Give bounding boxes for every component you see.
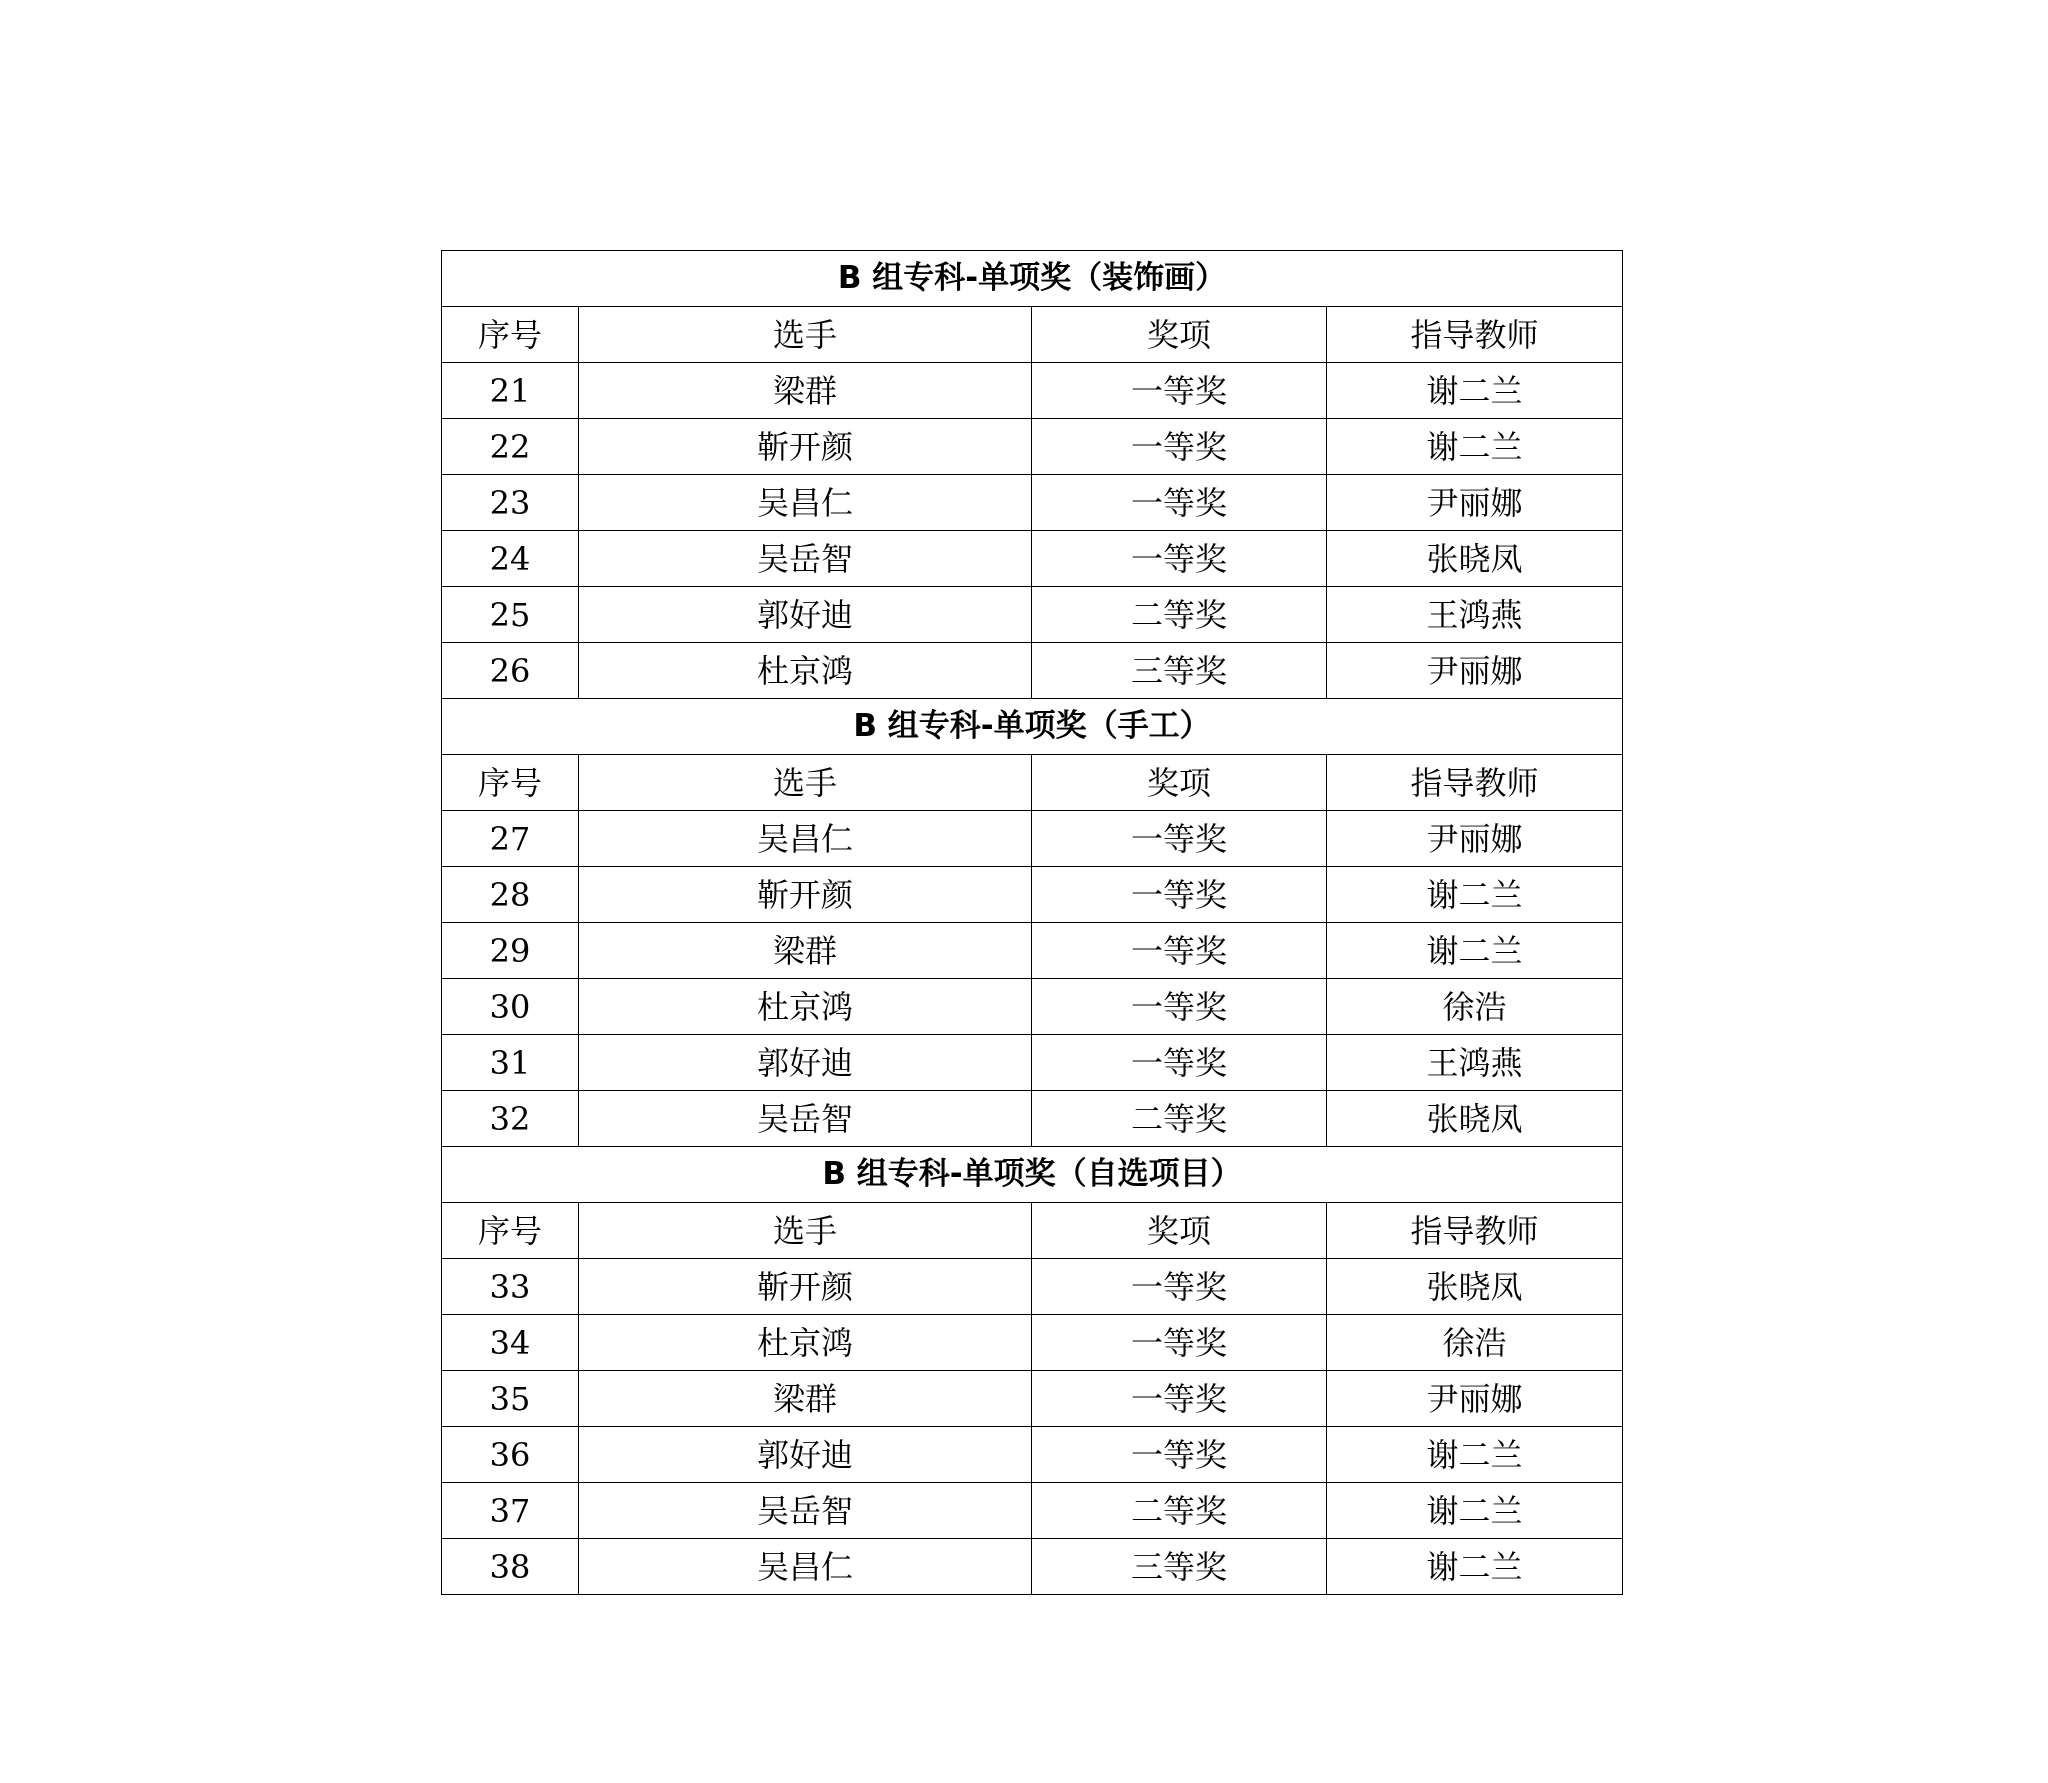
cell-player: 靳开颜 — [579, 419, 1032, 475]
cell-no: 33 — [442, 1259, 579, 1315]
section-title: B 组专科-单项奖（装饰画） — [442, 251, 1623, 307]
cell-no: 28 — [442, 867, 579, 923]
cell-player: 梁群 — [579, 363, 1032, 419]
column-header-row — [442, 307, 1623, 363]
table-row — [442, 1483, 1623, 1539]
cell-award: 一等奖 — [1032, 475, 1327, 531]
header-award: 奖项 — [1032, 755, 1327, 811]
header-teacher: 指导教师 — [1327, 307, 1623, 363]
header-player: 选手 — [579, 755, 1032, 811]
cell-award: 一等奖 — [1032, 1427, 1327, 1483]
header-player: 选手 — [579, 307, 1032, 363]
table-row — [442, 1035, 1623, 1091]
section-title-row — [442, 251, 1623, 307]
cell-no: 32 — [442, 1091, 579, 1147]
header-teacher: 指导教师 — [1327, 755, 1623, 811]
cell-no: 22 — [442, 419, 579, 475]
cell-award: 三等奖 — [1032, 643, 1327, 699]
cell-teacher: 张晓凤 — [1327, 1091, 1623, 1147]
cell-no: 34 — [442, 1315, 579, 1371]
cell-no: 38 — [442, 1539, 579, 1595]
header-no: 序号 — [442, 307, 579, 363]
cell-teacher: 尹丽娜 — [1327, 643, 1623, 699]
cell-teacher: 谢二兰 — [1327, 1539, 1623, 1595]
cell-no: 31 — [442, 1035, 579, 1091]
table-row — [442, 1539, 1623, 1595]
cell-award: 一等奖 — [1032, 867, 1327, 923]
cell-teacher: 谢二兰 — [1327, 1483, 1623, 1539]
cell-player: 吴岳智 — [579, 1483, 1032, 1539]
table-row — [442, 923, 1623, 979]
table-row — [442, 531, 1623, 587]
section-title-row — [442, 699, 1623, 755]
cell-award: 一等奖 — [1032, 923, 1327, 979]
cell-player: 郭好迪 — [579, 1035, 1032, 1091]
cell-award: 一等奖 — [1032, 811, 1327, 867]
cell-award: 三等奖 — [1032, 1539, 1327, 1595]
cell-award: 一等奖 — [1032, 979, 1327, 1035]
cell-teacher: 尹丽娜 — [1327, 811, 1623, 867]
column-header-row — [442, 755, 1623, 811]
cell-player: 吴岳智 — [579, 1091, 1032, 1147]
cell-player: 郭好迪 — [579, 1427, 1032, 1483]
cell-teacher: 谢二兰 — [1327, 867, 1623, 923]
cell-award: 二等奖 — [1032, 587, 1327, 643]
cell-teacher: 谢二兰 — [1327, 363, 1623, 419]
cell-award: 一等奖 — [1032, 1371, 1327, 1427]
table-row — [442, 419, 1623, 475]
cell-no: 29 — [442, 923, 579, 979]
table-row — [442, 587, 1623, 643]
cell-teacher: 张晓凤 — [1327, 531, 1623, 587]
cell-no: 27 — [442, 811, 579, 867]
table-row — [442, 867, 1623, 923]
table-row — [442, 1371, 1623, 1427]
section-title: B 组专科-单项奖（自选项目） — [442, 1147, 1623, 1203]
cell-player: 吴昌仁 — [579, 475, 1032, 531]
column-header-row — [442, 1203, 1623, 1259]
cell-teacher: 张晓凤 — [1327, 1259, 1623, 1315]
cell-award: 一等奖 — [1032, 1315, 1327, 1371]
cell-no: 35 — [442, 1371, 579, 1427]
cell-player: 梁群 — [579, 923, 1032, 979]
cell-no: 37 — [442, 1483, 579, 1539]
cell-no: 26 — [442, 643, 579, 699]
cell-teacher: 王鸿燕 — [1327, 587, 1623, 643]
cell-player: 靳开颜 — [579, 1259, 1032, 1315]
cell-player: 吴昌仁 — [579, 811, 1032, 867]
table-row — [442, 1315, 1623, 1371]
table-row — [442, 979, 1623, 1035]
section-title: B 组专科-单项奖（手工） — [442, 699, 1623, 755]
cell-award: 二等奖 — [1032, 1483, 1327, 1539]
cell-player: 杜京鸿 — [579, 979, 1032, 1035]
header-teacher: 指导教师 — [1327, 1203, 1623, 1259]
header-no: 序号 — [442, 755, 579, 811]
table-row — [442, 1427, 1623, 1483]
cell-award: 一等奖 — [1032, 1035, 1327, 1091]
cell-no: 24 — [442, 531, 579, 587]
cell-no: 21 — [442, 363, 579, 419]
cell-teacher: 尹丽娜 — [1327, 475, 1623, 531]
cell-teacher: 谢二兰 — [1327, 419, 1623, 475]
cell-no: 30 — [442, 979, 579, 1035]
awards-table — [441, 250, 1623, 1595]
cell-player: 杜京鸿 — [579, 643, 1032, 699]
header-award: 奖项 — [1032, 1203, 1327, 1259]
cell-player: 杜京鸿 — [579, 1315, 1032, 1371]
table-row — [442, 363, 1623, 419]
header-player: 选手 — [579, 1203, 1032, 1259]
cell-no: 36 — [442, 1427, 579, 1483]
cell-award: 一等奖 — [1032, 363, 1327, 419]
cell-no: 23 — [442, 475, 579, 531]
section-title-row — [442, 1147, 1623, 1203]
cell-player: 吴昌仁 — [579, 1539, 1032, 1595]
cell-teacher: 谢二兰 — [1327, 923, 1623, 979]
table-row — [442, 1091, 1623, 1147]
cell-award: 一等奖 — [1032, 531, 1327, 587]
cell-player: 吴岳智 — [579, 531, 1032, 587]
header-award: 奖项 — [1032, 307, 1327, 363]
table-row — [442, 811, 1623, 867]
cell-teacher: 徐浩 — [1327, 979, 1623, 1035]
cell-no: 25 — [442, 587, 579, 643]
cell-award: 一等奖 — [1032, 419, 1327, 475]
cell-teacher: 谢二兰 — [1327, 1427, 1623, 1483]
table-row — [442, 1259, 1623, 1315]
cell-teacher: 尹丽娜 — [1327, 1371, 1623, 1427]
cell-teacher: 徐浩 — [1327, 1315, 1623, 1371]
cell-player: 梁群 — [579, 1371, 1032, 1427]
header-no: 序号 — [442, 1203, 579, 1259]
cell-player: 郭好迪 — [579, 587, 1032, 643]
table-row — [442, 643, 1623, 699]
cell-player: 靳开颜 — [579, 867, 1032, 923]
table-row — [442, 475, 1623, 531]
cell-teacher: 王鸿燕 — [1327, 1035, 1623, 1091]
cell-award: 一等奖 — [1032, 1259, 1327, 1315]
cell-award: 二等奖 — [1032, 1091, 1327, 1147]
